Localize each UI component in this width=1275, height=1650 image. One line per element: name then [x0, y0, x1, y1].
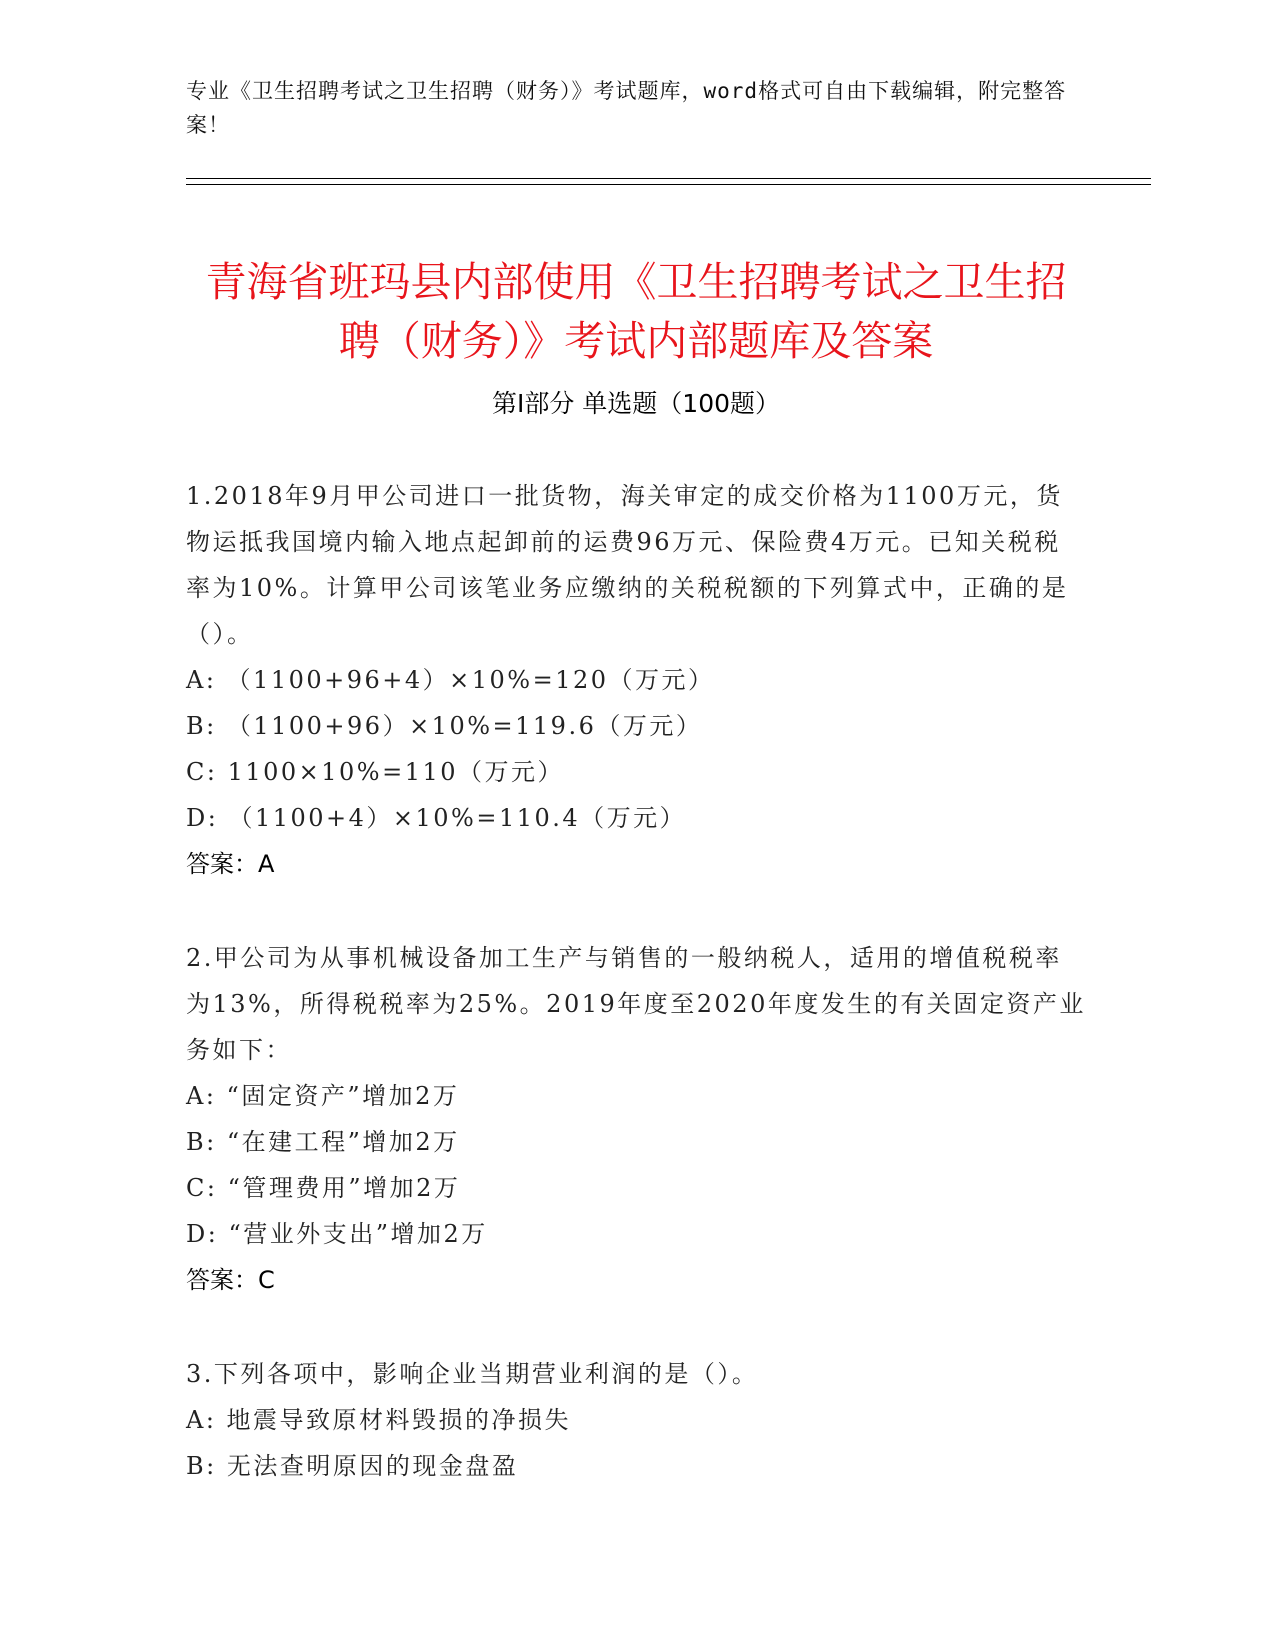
option-a: A: 地震导致原材料毁损的净损失: [186, 1406, 572, 1434]
header-rule-bottom: [186, 184, 1151, 185]
section-title: 第I部分 单选题（100题）: [491, 389, 781, 418]
option-c: C: 1100×10%=110（万元）: [186, 758, 565, 786]
option-a: A: “固定资产”增加2万: [186, 1082, 460, 1110]
option-b: B: “在建工程”增加2万: [186, 1128, 460, 1156]
question-list: [186, 473, 1086, 1537]
option-b: B: 无法查明原因的现金盘盈: [186, 1452, 519, 1480]
question-stem: 1.2018年9月甲公司进口一批货物，海关审定的成交价格为1100万元，货物运抵我国境内输入地点起卸前的运费96万元、保险费4万元。已知关税税率为10%。计算甲公司该笔业务应缴纳的关税税额的下列算式中，正确的是（）。: [186, 482, 1069, 648]
option-b: B: （1100+96）×10%=119.6（万元）: [186, 712, 703, 740]
question-stem: 2.甲公司为从事机械设备加工生产与销售的一般纳税人，适用的增值税税率为13%，所得税税率为25%。2019年度至2020年度发生的有关固定资产业务如下：: [186, 944, 1086, 1064]
answer-line: 答案：A: [186, 850, 275, 878]
header-rule-top: [186, 178, 1151, 179]
option-a: A: （1100+96+4）×10%=120（万元）: [186, 666, 715, 694]
answer-line: 答案：C: [186, 1266, 275, 1294]
option-c: C: “管理费用”增加2万: [186, 1174, 461, 1202]
question-2: [186, 935, 1086, 1303]
question-1: [186, 473, 1086, 887]
option-d: D: （1100+4）×10%=110.4（万元）: [186, 804, 687, 832]
question-stem: 3.下列各项中，影响企业当期营业利润的是（）。: [186, 1360, 759, 1388]
document-title: 青海省班玛县内部使用《卫生招聘考试之卫生招聘（财务）》考试内部题库及答案: [205, 258, 1067, 366]
header-note: 专业《卫生招聘考试之卫生招聘（财务）》考试题库，word格式可自由下载编辑，附完整答案！: [186, 79, 1067, 137]
question-3: [186, 1351, 1086, 1489]
option-d: D: “营业外支出”增加2万: [186, 1220, 488, 1248]
